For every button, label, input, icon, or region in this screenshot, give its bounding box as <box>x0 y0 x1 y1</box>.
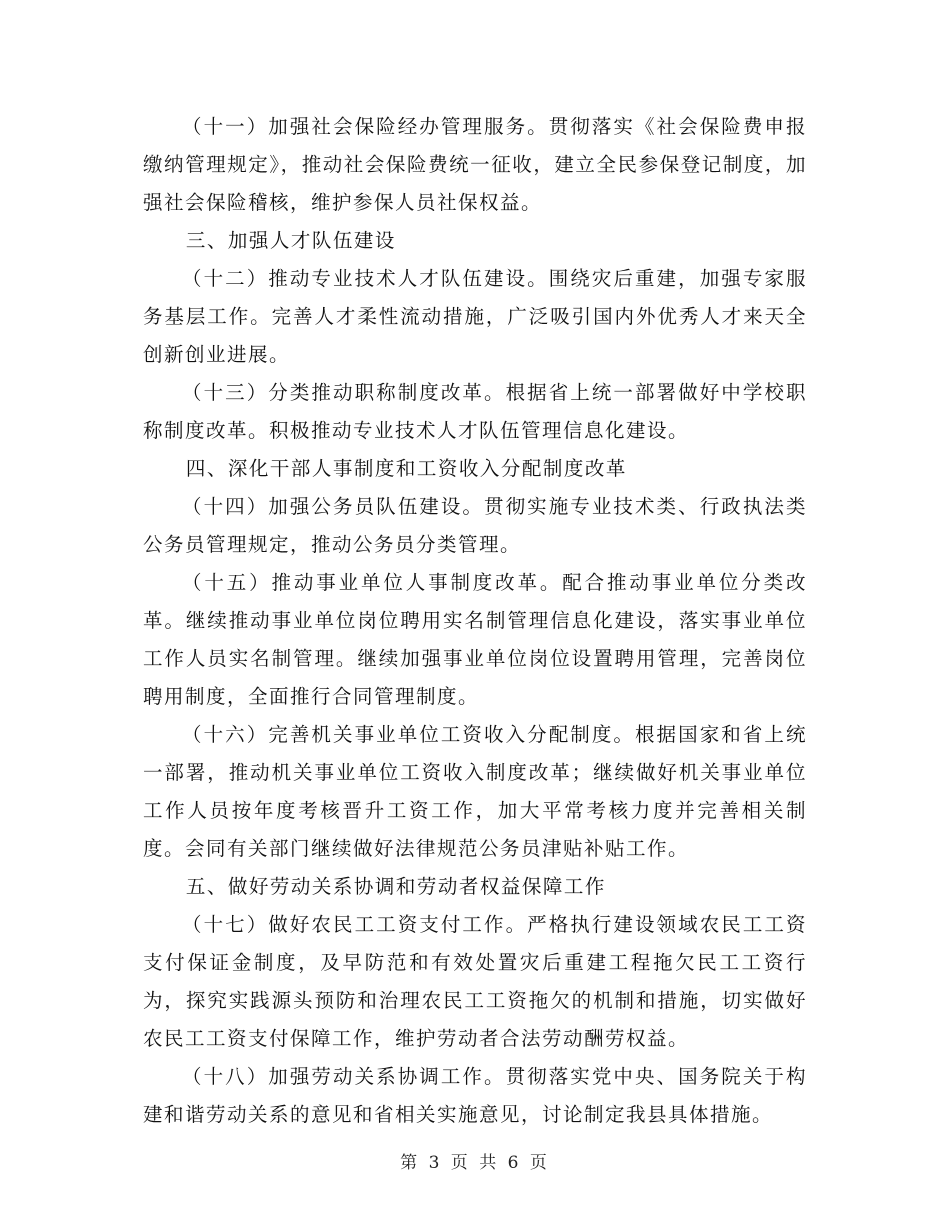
paragraph-12: （十二）推动专业技术人才队伍建设。围绕灾后重建，加强专家服务基层工作。完善人才柔性流动措施，广泛吸引国内外优秀人才来天全创新创业进展。 <box>143 267 807 366</box>
section-heading-3: 三、加强人才队伍建设 <box>185 229 396 252</box>
paragraph-15: （十五）推动事业单位人事制度改革。配合推动事业单位分类改革。继续推动事业单位岗位聘用实名制管理信息化建设，落实事业单位工作人员实名制管理。继续加强事业单位岗位设置聘用管理，完善岗位聘用制度，全面推行合同管理制度。 <box>143 571 807 708</box>
paragraph-18: （十八）加强劳动关系协调工作。贯彻落实党中央、国务院关于构建和谐劳动关系的意见和省相关实施意见，讨论制定我县具体措施。 <box>143 1065 807 1126</box>
section-heading-4: 四、深化干部人事制度和工资收入分配制度改革 <box>185 457 627 480</box>
paragraph-11: （十一）加强社会保险经办管理服务。贯彻落实《社会保险费申报缴纳管理规定》，推动社会保险费统一征收，建立全民参保登记制度，加强社会保险稽核，维护参保人员社保权益。 <box>143 115 807 214</box>
paragraph-14: （十四）加强公务员队伍建设。贯彻实施专业技术类、行政执法类公务员管理规定，推动公务员分类管理。 <box>143 495 807 556</box>
paragraph-17: （十七）做好农民工工资支付工作。严格执行建设领域农民工工资支付保证金制度，及早防范和有效处置灾后重建工程拖欠民工工资行为，探究实践源头预防和治理农民工工资拖欠的机制和措施，切实做好农民工工资支付保障工作，维护劳动者合法劳动酬劳权益。 <box>143 913 807 1050</box>
paragraph-16: （十六）完善机关事业单位工资收入分配制度。根据国家和省上统一部署，推动机关事业单位工资收入制度改革；继续做好机关事业单位工作人员按年度考核晋升工资工作，加大平常考核力度并完善相关制度。会同有关部门继续做好法律规范公务员津贴补贴工作。 <box>143 723 807 860</box>
paragraph-13: （十三）分类推动职称制度改革。根据省上统一部署做好中学校职称制度改革。积极推动专业技术人才队伍管理信息化建设。 <box>143 381 807 442</box>
page-number-label: 第 3 页 共 6 页 <box>400 1153 550 1173</box>
document-body <box>143 108 807 1134</box>
page-footer <box>0 1148 950 1173</box>
section-heading-5: 五、做好劳动关系协调和劳动者权益保障工作 <box>185 875 606 898</box>
